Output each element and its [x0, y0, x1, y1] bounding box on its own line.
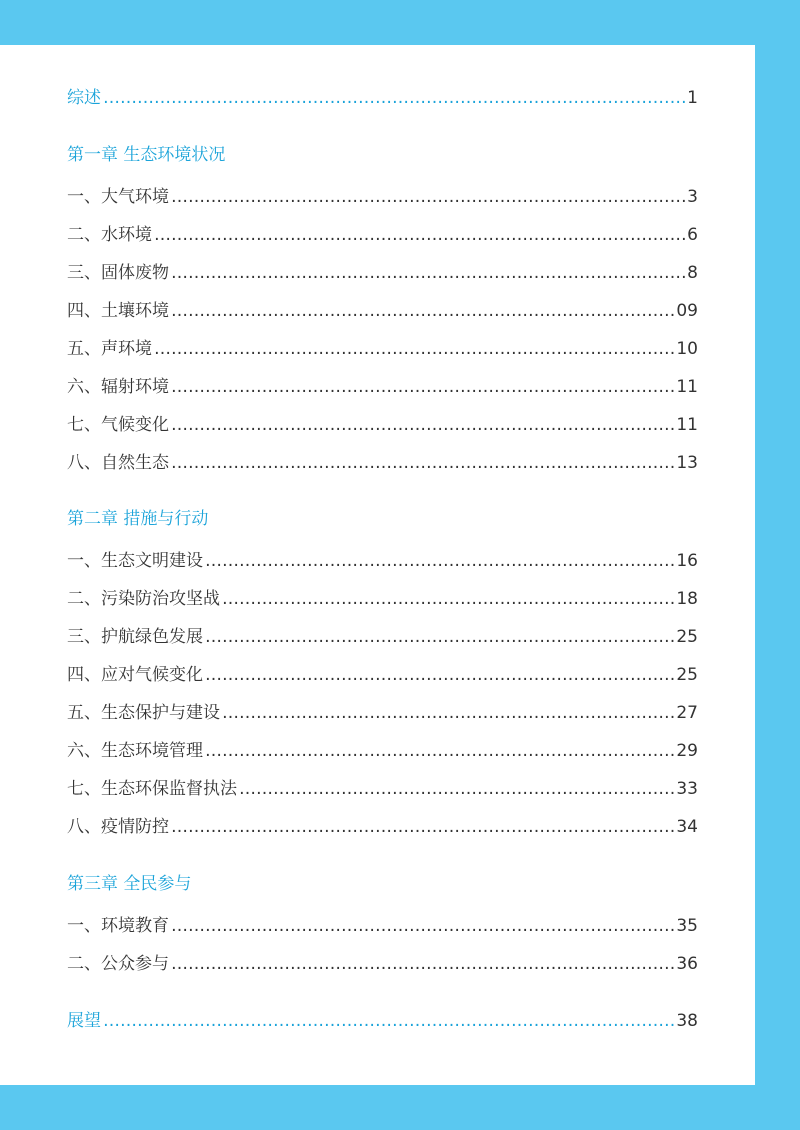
- toc-entry-page: 8: [687, 263, 698, 283]
- toc-entry-page: 33: [676, 779, 698, 799]
- leader-dots: [205, 738, 674, 764]
- toc-entry-page: 09: [676, 301, 698, 321]
- toc-entry[interactable]: [67, 624, 698, 650]
- toc-entry-page: 1: [687, 88, 698, 108]
- toc-entry-label: 四、应对气候变化: [67, 665, 203, 685]
- toc-entry-page: 16: [676, 551, 698, 571]
- toc-entry[interactable]: [67, 450, 698, 476]
- document-page: [0, 45, 755, 1085]
- toc-entry-page: 18: [676, 589, 698, 609]
- chapter-3-title[interactable]: 第三章 全民参与: [67, 874, 192, 894]
- toc-entry-label: 七、气候变化: [67, 415, 169, 435]
- leader-dots: [222, 586, 674, 612]
- toc-entry[interactable]: [67, 586, 698, 612]
- toc-entry[interactable]: [67, 738, 698, 764]
- leader-dots: [103, 85, 685, 111]
- leader-dots: [222, 700, 674, 726]
- toc-entry-page: 3: [687, 187, 698, 207]
- leader-dots: [205, 662, 674, 688]
- toc-entry[interactable]: [67, 662, 698, 688]
- toc-entry-page: 11: [676, 415, 698, 435]
- toc-entry[interactable]: [67, 336, 698, 362]
- toc-entry-page: 34: [676, 817, 698, 837]
- toc-entry-label: 七、生态环保监督执法: [67, 779, 237, 799]
- leader-dots: [154, 336, 674, 362]
- toc-entry[interactable]: [67, 913, 698, 939]
- leader-dots: [171, 951, 674, 977]
- toc-entry[interactable]: [67, 700, 698, 726]
- toc-entry-label: 三、护航绿色发展: [67, 627, 203, 647]
- toc-entry[interactable]: [67, 184, 698, 210]
- toc-entry-page: 36: [676, 954, 698, 974]
- leader-dots: [171, 374, 674, 400]
- toc-entry-label: 一、大气环境: [67, 187, 169, 207]
- toc-entry-label: 二、水环境: [67, 225, 152, 245]
- toc-entry-page: 10: [676, 339, 698, 359]
- leader-dots: [171, 184, 685, 210]
- toc-entry-page: 13: [676, 453, 698, 473]
- toc-entry-label: 六、辐射环境: [67, 377, 169, 397]
- toc-entry[interactable]: [67, 298, 698, 324]
- leader-dots: [103, 1008, 674, 1034]
- leader-dots: [171, 260, 685, 286]
- leader-dots: [171, 814, 674, 840]
- leader-dots: [171, 450, 674, 476]
- toc-entry-overview[interactable]: [67, 85, 698, 111]
- toc-entry[interactable]: [67, 814, 698, 840]
- toc-entry-label: 四、土壤环境: [67, 301, 169, 321]
- leader-dots: [171, 913, 674, 939]
- toc-entry-page: 6: [687, 225, 698, 245]
- toc-entry-label: 一、生态文明建设: [67, 551, 203, 571]
- toc-entry[interactable]: [67, 548, 698, 574]
- toc-entry-label: 八、疫情防控: [67, 817, 169, 837]
- leader-dots: [205, 624, 674, 650]
- toc-entry-label: 二、污染防治攻坚战: [67, 589, 220, 609]
- toc-entry-page: 25: [676, 665, 698, 685]
- toc-entry-label: 五、声环境: [67, 339, 152, 359]
- toc-entry-page: 38: [676, 1011, 698, 1031]
- toc-entry-label: 三、固体废物: [67, 263, 169, 283]
- toc-entry-page: 29: [676, 741, 698, 761]
- toc-entry-label: 六、生态环境管理: [67, 741, 203, 761]
- leader-dots: [205, 548, 674, 574]
- leader-dots: [171, 298, 674, 324]
- toc-entry-page: 25: [676, 627, 698, 647]
- chapter-1-title[interactable]: 第一章 生态环境状况: [67, 145, 226, 165]
- toc-entry[interactable]: [67, 776, 698, 802]
- leader-dots: [154, 222, 685, 248]
- toc-entry[interactable]: [67, 951, 698, 977]
- leader-dots: [239, 776, 674, 802]
- toc-entry-outlook[interactable]: [67, 1008, 698, 1034]
- toc-entry-label: 二、公众参与: [67, 954, 169, 974]
- toc-entry[interactable]: [67, 412, 698, 438]
- toc-entry-label: 综述: [67, 88, 101, 108]
- toc-entry-label: 五、生态保护与建设: [67, 703, 220, 723]
- toc-entry[interactable]: [67, 374, 698, 400]
- toc-entry-label: 展望: [67, 1011, 101, 1031]
- toc-entry[interactable]: [67, 222, 698, 248]
- toc-entry-label: 一、环境教育: [67, 916, 169, 936]
- toc-entry-page: 11: [676, 377, 698, 397]
- toc-entry-page: 27: [676, 703, 698, 723]
- toc-entry-label: 八、自然生态: [67, 453, 169, 473]
- toc-entry[interactable]: [67, 260, 698, 286]
- chapter-2-title[interactable]: 第二章 措施与行动: [67, 509, 209, 529]
- toc-entry-page: 35: [676, 916, 698, 936]
- leader-dots: [171, 412, 674, 438]
